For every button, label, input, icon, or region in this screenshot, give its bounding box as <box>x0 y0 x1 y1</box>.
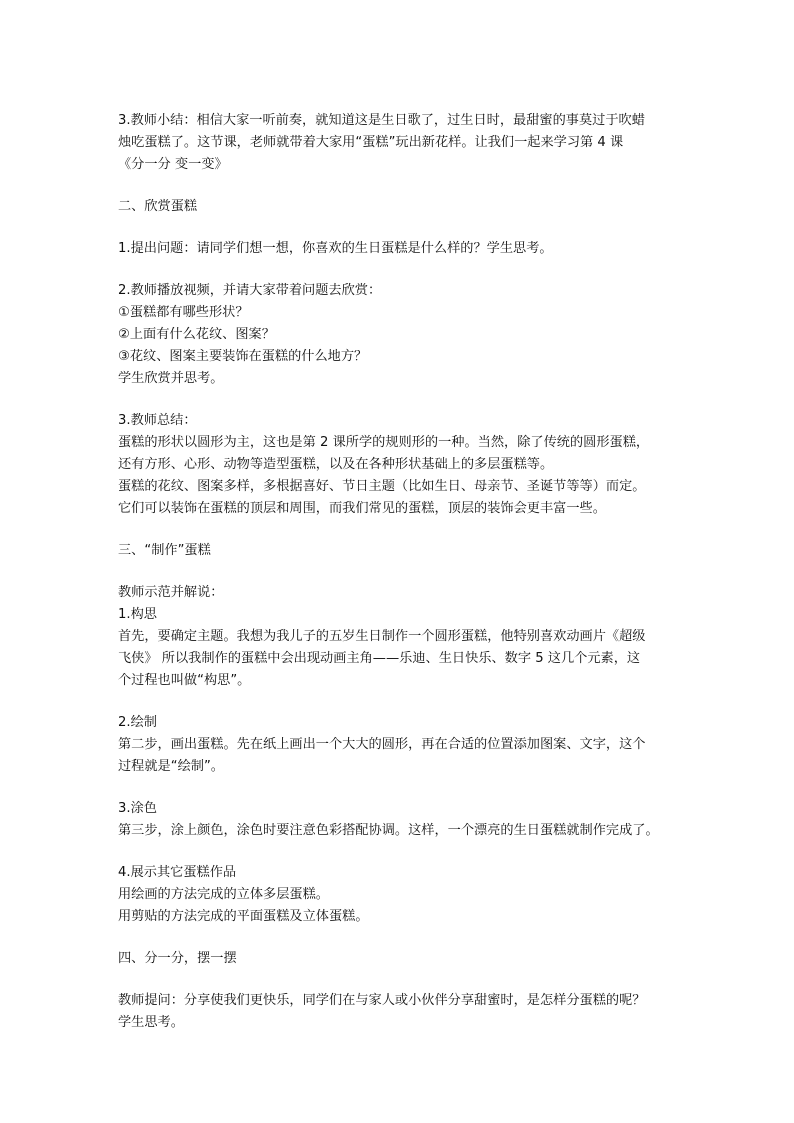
section-2-summary-line-1: 蛋糕的形状以圆形为主，这也是第 2 课所学的规则形的一种。当然，除了传统的圆形蛋糕， <box>118 435 650 450</box>
section-2-question-2-d: 学生欣赏并思考。 <box>118 371 224 386</box>
section-4-heading: 四、分一分，摆一摆 <box>118 951 237 966</box>
summary-line-2: 烛吃蛋糕了。这节课，老师就带着大家用“蛋糕”玩出新花样。让我们一起来学习第 4 课 <box>118 135 624 150</box>
section-2-summary-heading: 3.教师总结： <box>118 413 197 428</box>
section-3-step-2-line-1: 第二步，画出蛋糕。先在纸上画出一个大大的圆形，再在合适的位置添加图案、文字，这个 <box>118 737 646 752</box>
section-2-question-2-a: ①蛋糕都有哪些形状？ <box>118 305 249 320</box>
section-2-heading: 二、欣赏蛋糕 <box>118 199 198 214</box>
section-3-step-1: 1.构思 <box>118 607 157 622</box>
section-2-summary-line-3: 蛋糕的花纹、图案多样，多根据喜好、节日主题（比如生日、母亲节、圣诞节等等）而定。 <box>118 479 646 494</box>
section-4-line-1: 教师提问：分享使我们更快乐，同学们在与家人或小伙伴分享甜蜜时，是怎样分蛋糕的呢？ <box>118 993 646 1008</box>
section-3-step-2: 2.绘制 <box>118 715 157 730</box>
document-page <box>118 110 688 1034</box>
section-3-step-4-line-2: 用剪贴的方法完成的平面蛋糕及立体蛋糕。 <box>118 909 369 924</box>
section-3-step-1-line-1: 首先，要确定主题。我想为我儿子的五岁生日制作一个圆形蛋糕，他特别喜欢动画片《超级 <box>118 629 646 644</box>
section-3-heading: 三、“制作”蛋糕 <box>118 543 211 558</box>
section-3-step-3-line-1: 第三步，涂上颜色，涂色时要注意色彩搭配协调。这样，一个漂亮的生日蛋糕就制作完成了。 <box>118 823 659 838</box>
section-2-summary-line-4: 它们可以装饰在蛋糕的顶层和周围，而我们常见的蛋糕，顶层的装饰会更丰富一些。 <box>118 501 606 516</box>
section-3-intro: 教师示范并解说： <box>118 585 224 600</box>
section-3-step-4: 4.展示其它蛋糕作品 <box>118 865 237 880</box>
section-2-question-1: 1.提出问题：请同学们想一想，你喜欢的生日蛋糕是什么样的？学生思考。 <box>118 241 553 256</box>
section-4-line-2: 学生思考。 <box>118 1015 184 1030</box>
section-3-step-1-line-2: 飞侠》 所以我制作的蛋糕中会出现动画主角——乐迪、生日快乐、数字 5 这几个元素，这 <box>118 651 641 666</box>
section-2-question-2-b: ②上面有什么花纹、图案？ <box>118 327 275 342</box>
summary-line-1: 3.教师小结：相信大家一听前奏，就知道这是生日歌了，过生日时，最甜蜜的事莫过于吹蜡 <box>118 113 645 128</box>
section-2-question-2-c: ③花纹、图案主要装饰在蛋糕的什么地方？ <box>118 349 368 364</box>
section-2-question-2: 2.教师播放视频，并请大家带着问题去欣赏： <box>118 283 382 298</box>
section-3-step-3: 3.涂色 <box>118 801 157 816</box>
summary-line-3: 《分一分 变一变》 <box>118 157 228 172</box>
section-3-step-1-line-3: 个过程也叫做“构思”。 <box>118 673 251 688</box>
section-3-step-2-line-2: 过程就是“绘制”。 <box>118 759 224 774</box>
section-2-summary-line-2: 还有方形、心形、动物等造型蛋糕，以及在各种形状基础上的多层蛋糕等。 <box>118 457 554 472</box>
section-3-step-4-line-1: 用绘画的方法完成的立体多层蛋糕。 <box>118 887 329 902</box>
